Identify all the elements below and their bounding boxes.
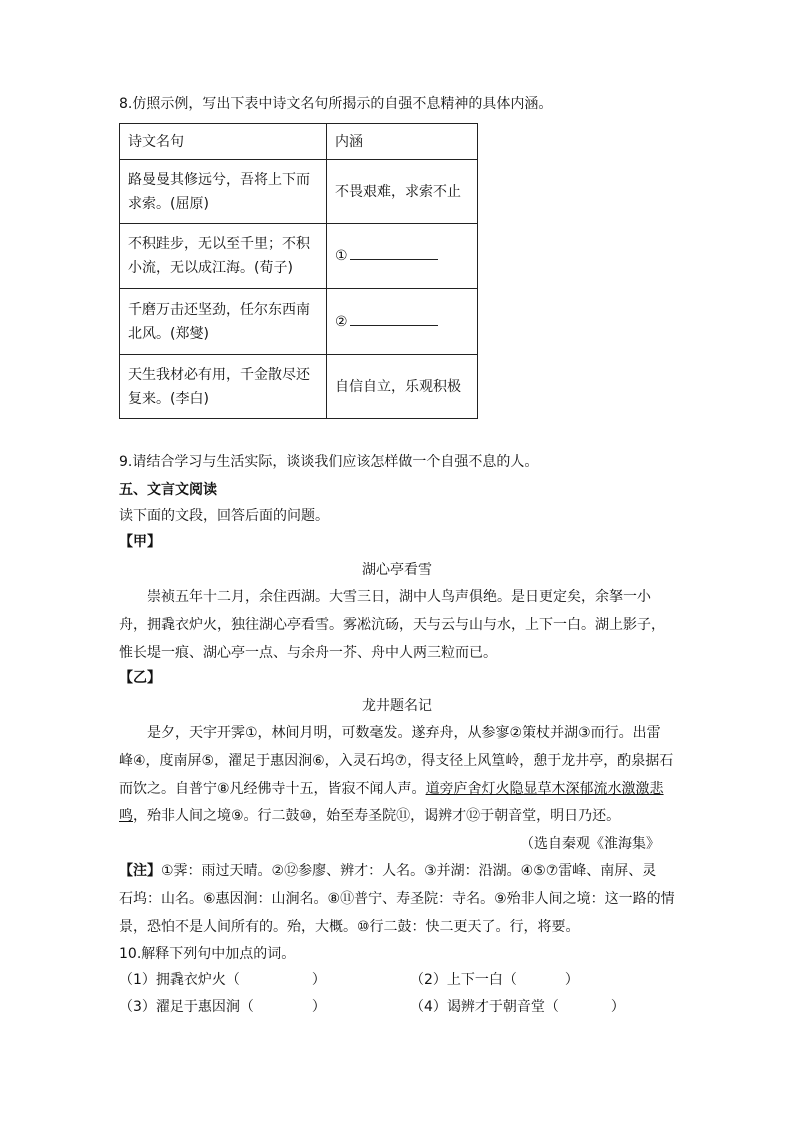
passage-line: 舟，拥毳衣炉火，独往湖心亭看雪。雾凇沆砀，天与云与山与水，上下一白。湖上影子， xyxy=(119,617,665,633)
table-row xyxy=(120,224,478,289)
passage-yi-title: 龙井题名记 xyxy=(362,698,432,714)
item-label: （3）濯足于惠因涧（ xyxy=(119,999,254,1015)
item-label: （4）谒辨才于朝音堂（ xyxy=(410,999,559,1015)
meaning-cell xyxy=(327,289,478,355)
notes-line: 景，恐怕不是人间所有的。殆，大概。⑩行二鼓：快二更天了。行，将要。 xyxy=(119,919,580,935)
meaning-cell: 自信自立，乐观积极 xyxy=(327,355,478,419)
passage-source: （选自秦观《淮海集》 xyxy=(520,836,660,852)
item-close: ） xyxy=(610,999,625,1015)
poem-line: 千磨万击还坚劲，任尔东西南 xyxy=(128,301,310,318)
table-row xyxy=(120,355,478,419)
notes-text: ①霁：雨过天晴。②⑫参廖、辨才：人名。③并湖：沿湖。④⑤⑦雷峰、南屏、灵 xyxy=(161,863,657,879)
header-meaning: 内涵 xyxy=(327,124,478,160)
item-label: （1）拥毳衣炉火（ xyxy=(119,972,240,988)
answer-blank-1[interactable] xyxy=(350,245,438,260)
item-close: ） xyxy=(311,972,326,988)
poem-line: 求索。(屈原) xyxy=(128,195,209,212)
table-row xyxy=(120,289,478,355)
blank-marker: ① xyxy=(335,248,348,264)
poem-line: 天生我材必有用，千金散尽还 xyxy=(128,366,310,383)
poem-cell xyxy=(120,224,327,289)
underlined-text: 鸣 xyxy=(119,808,133,824)
poem-cell xyxy=(120,160,327,224)
notes-line xyxy=(119,861,656,881)
poem-line: 路曼曼其修远兮，吾将上下而 xyxy=(128,171,310,188)
item-close: ） xyxy=(311,999,326,1015)
table-row xyxy=(120,160,478,224)
question-10-item xyxy=(119,970,326,990)
meaning-cell xyxy=(327,224,478,289)
question-10-item xyxy=(410,970,579,990)
notes-label: 【注】 xyxy=(119,863,161,879)
poem-cell xyxy=(120,289,327,355)
reading-instruction: 读下面的文段，回答后面的问题。 xyxy=(119,508,329,524)
notes-line: 石坞：山名。⑥惠因涧：山涧名。⑧⑪普宁、寿圣院：寺名。⑨殆非人间之境：这一路的情 xyxy=(119,891,675,907)
passage-line: 是夕，天宇开霁①，林间月明，可数毫发。遂弃舟，从参寥②策杖并湖③而行。出雷 xyxy=(147,725,661,741)
passage-yi-label: 【乙】 xyxy=(119,670,161,686)
question-10-item xyxy=(119,997,326,1017)
section-heading: 五、文言文阅读 xyxy=(119,482,217,498)
item-close: ） xyxy=(564,972,579,988)
question-9-prompt: 9.请结合学习与生活实际，谈谈我们应该怎样做一个自强不息的人。 xyxy=(119,454,539,470)
question-8-prompt: 8.仿照示例，写出下表中诗文名句所揭示的自强不息精神的具体内涵。 xyxy=(119,96,553,112)
poem-line: 北风。(郑燮) xyxy=(128,325,209,342)
table-header-row xyxy=(120,124,478,160)
poem-table xyxy=(119,123,478,419)
header-poem: 诗文名句 xyxy=(120,124,327,160)
meaning-cell: 不畏艰难，求索不止 xyxy=(327,160,478,224)
passage-line xyxy=(119,779,664,799)
passage-line: 惟长堤一痕、湖心亭一点、与余舟一芥、舟中人两三粒而已。 xyxy=(119,645,497,661)
passage-jia-title: 湖心亭看雪 xyxy=(362,562,432,578)
poem-line: 小流，无以成江海。(荀子) xyxy=(128,260,293,276)
poem-line: 复来。(李白) xyxy=(128,390,209,407)
blank-marker: ② xyxy=(335,313,348,330)
question-10-prompt: 10.解释下列句中加点的词。 xyxy=(119,946,296,962)
poem-cell xyxy=(120,355,327,419)
passage-line: 崇祯五年十二月，余住西湖。大雪三日，湖中人鸟声俱绝。是日更定矣，余拏一小 xyxy=(147,589,651,605)
item-label: （2）上下一白（ xyxy=(410,972,517,988)
passage-line: 峰④，度南屏⑤，濯足于惠因涧⑥，入灵石坞⑦，得支径上风篁岭，憩于龙井亭，酌泉据石 xyxy=(119,753,674,769)
answer-blank-2[interactable] xyxy=(350,311,438,326)
passage-line xyxy=(119,806,620,826)
passage-text: 而饮之。自普宁⑧凡经佛寺十五，皆寂不闻人声。 xyxy=(119,781,426,797)
passage-text: ，殆非人间之境⑨。行二鼓⑩，始至寿圣院⑪，谒辨才⑫于朝音堂，明日乃还。 xyxy=(133,808,621,824)
poem-line: 不积跬步，无以至千里；不积 xyxy=(128,236,310,252)
question-10-item xyxy=(410,997,625,1017)
passage-jia-label: 【甲】 xyxy=(119,534,161,550)
underlined-text: 道旁庐舍灯火隐显草木深郁流水激激悲 xyxy=(425,781,664,797)
